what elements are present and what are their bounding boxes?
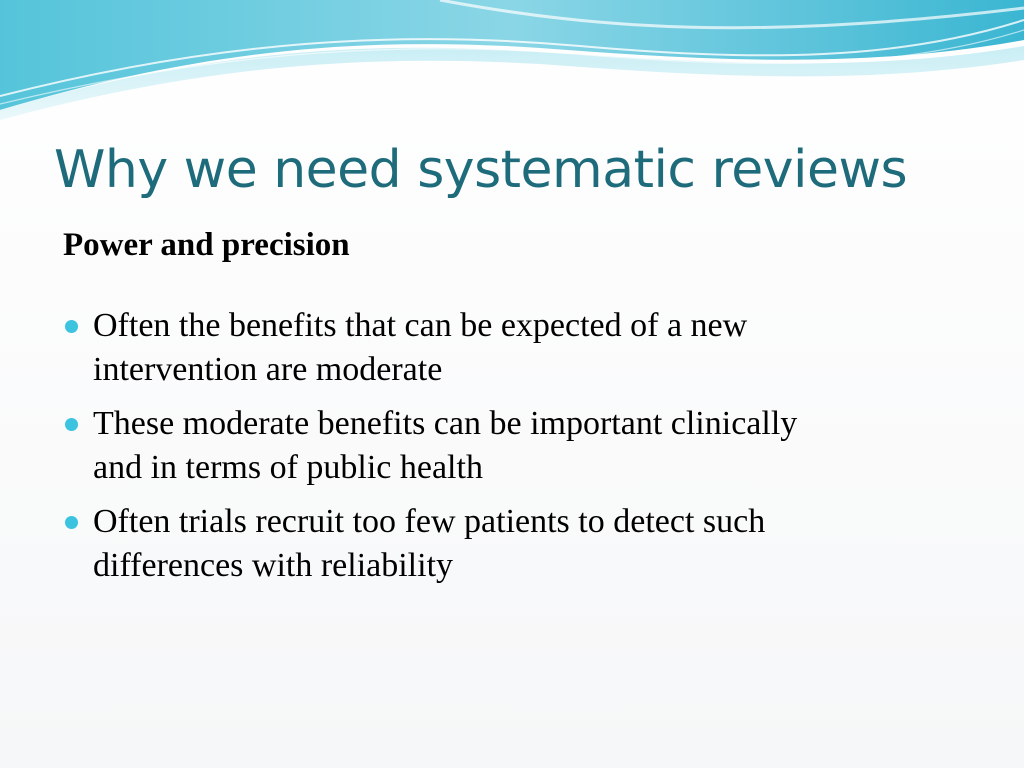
bullet-item — [63, 304, 963, 392]
bullet-dot-icon — [65, 418, 78, 431]
bullet-dot-icon — [65, 516, 78, 529]
bullet-text-line: Often trials recruit too few patients to detect such — [93, 503, 766, 540]
bullet-item — [63, 402, 963, 490]
bullet-item — [63, 500, 963, 588]
bullet-text-line: intervention are moderate — [93, 351, 443, 388]
bullet-text-line: Often the benefits that can be expected of a new — [93, 307, 748, 344]
header-wave-decoration — [0, 0, 1024, 130]
bullet-list — [63, 304, 963, 598]
bullet-text-line: and in terms of public health — [93, 449, 483, 486]
slide-subtitle: Power and precision — [63, 227, 350, 263]
slide-title: Why we need systematic reviews — [54, 140, 908, 200]
bullet-text-line: These moderate benefits can be important clinically — [93, 405, 798, 442]
bullet-dot-icon — [65, 320, 78, 333]
bullet-text-line: differences with reliability — [93, 547, 454, 584]
